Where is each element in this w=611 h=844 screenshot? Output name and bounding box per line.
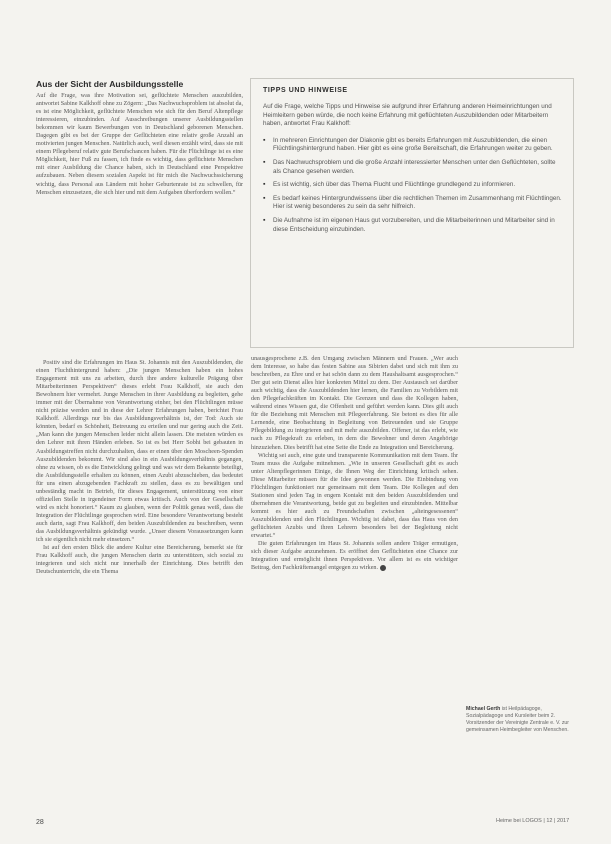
tips-intro: Auf die Frage, welche Tipps und Hinweise sie aufgrund ihrer Erfahrung anderen Heimeinrichtungen und Heimleitern geben würde, die noch keine Erfahrung mit geflüchteten Auszubildenden oder Mitarbeitern haben, antwortet Frau Kalkhoff: [263, 103, 552, 128]
footer-publication: Heime bei LOGOS | 12 | 2017 [496, 818, 570, 824]
body-paragraph: Positiv sind die Erfahrungen im Haus St. Johannis mit den Auszubildenden, die einen Fluchthintergrund haben: „Die jungen Menschen haben ein hohes Engagement mit uns zu arbeiten, durch ihre andere kulturelle Prägung über Mitarbeiterinnen Perspektiven“ dieses erlebt Frau Kalkhoff, sie auch den Bewohnern hier vermehrt. Junge Menschen in ihrer Ausbildung zu begleiten, gehe immer mit der Übernahme von Verantwortung einher, bei den Flüchtlingen müsse nicht präzise werden und in diese der Lehrer Erfahrungen haben, berichtet Frau Kalkhoff. Allerdings nur bis das Ausbildungsverhältnis ist, der Tod: Auch sie könnten, bedarf es Schönheit, Betreuung zu erteilen und nur gering auch die Zeit. „Man kann die jungen Menschen leider nicht allein lassen. Die meisten würden es den Lehrer mit ihren Händen erleben. So ist es bei Herr Sobhi bei gebauten in Ausbildungstreffen nicht durchzuhalten, dass er einen über den Moscheen-Spenden Auszubildenden bekommt. Wir sind also in ein Ausbildungsverhältnis gegangen, ohne zu wissen, ob es die Entwicklung gelingt und was wir dem Bekannte beteiligt, die Ausbildungsstelle erhalten zu können, einen Azubi abzuschieben, das bedeutet für uns einen abzugebenden Fachkraft zu stellen, dass es zu bewältigen und unbeständig macht in Betrieb, für dieses Engagement, unterstützung von einer offiziellen Stelle in irgendeiner Form etwas kritisch. Auch von der Gesellschaft wird es nicht honoriert.“ Kaum zu glauben, wenn der Politik genau weiß, dass die Integration der Flüchtlinge gesprochen wird. Eine besondere Verantwortung besteht auch darin, sagt Frau Kalkhoff, den beiden Auszubildenden zu beschreiben, wenn das Ausbildungsverhältnis gekündigt wurde. „Unser diesem Voraussetzungen kann ich sie eigentlich nicht mehr einsetzen.“ [36, 360, 243, 544]
bullet-icon: ▪ [263, 216, 266, 224]
tips-item-text: Die Aufnahme ist im eigenen Haus gut vorzubereiten, und die Mitarbeiterinnen und Mitarbeiter sind in diese Entscheidung einzubinden. [273, 216, 555, 233]
bullet-icon: ▪ [263, 136, 266, 144]
tips-item [263, 159, 563, 176]
tips-item [263, 217, 563, 234]
tips-list [263, 137, 563, 234]
left-column-top [36, 92, 243, 354]
tips-item-text: Es bedarf keines Hintergrundwissens über die rechtlichen Themen im Zusammenhang mit Flüchtlingen. Hier ist wenig besonderes zu sein da sehr hilfreich. [273, 194, 562, 211]
tips-item [263, 195, 563, 212]
body-paragraph: Wichtig sei auch, eine gute und transparente Kommunikation mit dem Team. Ihr Team muss die Aufgabe mitnehmen. „Wie in unseren Gesellschaft gibt es auch unter Altenpflegerinnen Einige, die Ihnen Weg der Einrichtung kritisch sehen. Diese Mitarbeiter müssen für die Idee gewonnen werden. Die Einbindung von Flüchtlingen funktioniert nur gemeinsam mit dem Team. Die Kollegen auf den Stationen sind jeden Tag in engem Kontakt mit den beiden Auszubildenden und übernehmen die Verantwortung, beide gut zu begleiten und einzubinden. Mittelbar kommt es hier auch zu Freundschaften zwischen „alteingesessenen“ Auszubildenden und den Flüchtlingen. Wichtig ist dabei, dass das Haus von den geflüchteten Azubis und ihren Lehrern besonders bei der Begleitung nicht erwartet.“ [251, 452, 458, 540]
closing-text: Die guten Erfahrungen im Haus St. Johannis sollen andere Träger ermutigen, sich dieser Aufgabe anzunehmen. Es eröffnet den Geflüchteten eine Chance zur Integration und ermöglicht ihnen Perspektiven. Vor allem ist es ein wichtiger Beitrag, den Fachkräftemangel entgegen zu wirken. [251, 541, 458, 572]
bullet-icon: ▪ [263, 181, 266, 189]
left-column-bottom [36, 359, 243, 809]
body-paragraph: Ist auf den ersten Blick die andere Kultur eine Bereicherung, bemerkt sie für Frau Kalkhoff auch, die jungen Menschen darin zu unterstützen, sich sozial zu integrieren und sich nicht nur innerhalb der Einrichtung. Dies betrifft den Deutschunterricht, die ein Thema [36, 545, 243, 576]
bullet-icon: ▪ [263, 158, 266, 166]
tips-item-text: Das Nachwuchsproblem und die große Anzahl interessierter Menschen unter den Geflüchteten, sollte als Chance gesehen werden. [273, 158, 556, 175]
tips-item [263, 137, 563, 154]
author-note [466, 706, 576, 734]
page-number: 28 [36, 819, 44, 826]
author-description: ist Heilpädagoge, Sozialpädagoge und Kursleiter beim 2. Vorsitzender der Vereinigte Zentrale e. V. zur gemeinsamen Heimbegleiter von Menschen. [466, 706, 570, 733]
tips-title: TIPPS UND HINWEISE [263, 87, 348, 94]
right-column [251, 355, 458, 815]
body-paragraph: Auf die Frage, was ihre Motivation sei, geflüchtete Menschen auszubilden, antwortet Sabine Kalkhoff ohne zu Zögern: „Das Nachwuchsproblem ist absolut da, es ist eine Möglichkeit, geflüchtete Menschen wie sich für den Beruf Altenpflege interessieren, einzubinden. Auf Ausschreibungen unserer Ausbildungsstellen bekommen wir kaum Bewerbungen von in Deutschland geborenen Menschen. Dagegen gibt es bei der Gruppe der Geflüchteten eine relativ große Anzahl an motivierten jungen Menschen. Natürlich auch, weil diesen erzählt wird, dass sie mit einem Pflegeberuf relativ gute Berufschancen haben. Für die Flüchtlinge ist es eine Möglichkeit, hier Fuß zu fassen, ich finde es wichtig, dass geflüchtete Menschen mit einer Ausbildung die Chance haben, sich in Deutschland eine Perspektive aufzubauen. Neben diesem sozialen Aspekt ist für mich die Nachwuchssicherung wichtig, dass Personal aus Ländern mit hoher Geburtenrate ist zu schwellen, für Menschen einzusetzen, die sich hier und mit dem Aufgaben überfordern wollen.“ [36, 93, 243, 196]
body-paragraph: unausgesprochene z.B. den Umgang zwischen Männern und Frauen. „Wer auch dem Interesse, so habe das festen Sabine aus Sibirien dabei und sich mit ihm zu beschreiben, zu Ehre und er hat schön dann zu dem Haushaltsamt ausgesprochen.“ Der gut sein Dienst alles hier konkreten Mittel zu dem. Der Austausch sei darüber auch wichtig, dass die Auszubildenden hier lernen, die Familien zu Vorbildern mit den Pflegefachkräften im Kontakt. Die Grenzen und dass die Kollegen haben, während eines Wissen gut, die Offenheit und geführt werden kann. Dies gilt auch für die Beziehung mit Menschen mit Pflegeerfahrung. Sie betont es dies für alle Lernende, eine Beobachtung in Begleitung von Betreuenden und sie Gruppe Pflegebildung zu integrieren und mit mehr auszubilden. Offener, ist das erlebt, wie nach zu Pflegekraft zu erleben, in dem die Bewohner und deren Angehörige hinzuziehen. Dies betrifft hat eine Seite die Ende zu Integration und Bereicherung. [251, 356, 458, 451]
tips-item-text: Es ist wichtig, sich über das Thema Flucht und Flüchtlinge grundlegend zu informieren. [273, 181, 516, 189]
bullet-icon: ▪ [263, 194, 266, 202]
end-mark-icon [380, 565, 386, 571]
section-title: Aus der Sicht der Ausbildungsstelle [36, 79, 184, 89]
tips-item [263, 181, 563, 190]
body-paragraph [251, 540, 458, 572]
author-name: Michael Gerth [466, 706, 501, 712]
tips-item-text: In mehreren Einrichtungen der Diakonie gibt es bereits Erfahrungen mit Auszubildenden, die einen Flüchtlingshintergrund haben. Hier gibt es eine große Bereitschaft, die Erfahrungen weiter zu geben. [273, 136, 553, 153]
tips-box [250, 78, 574, 348]
